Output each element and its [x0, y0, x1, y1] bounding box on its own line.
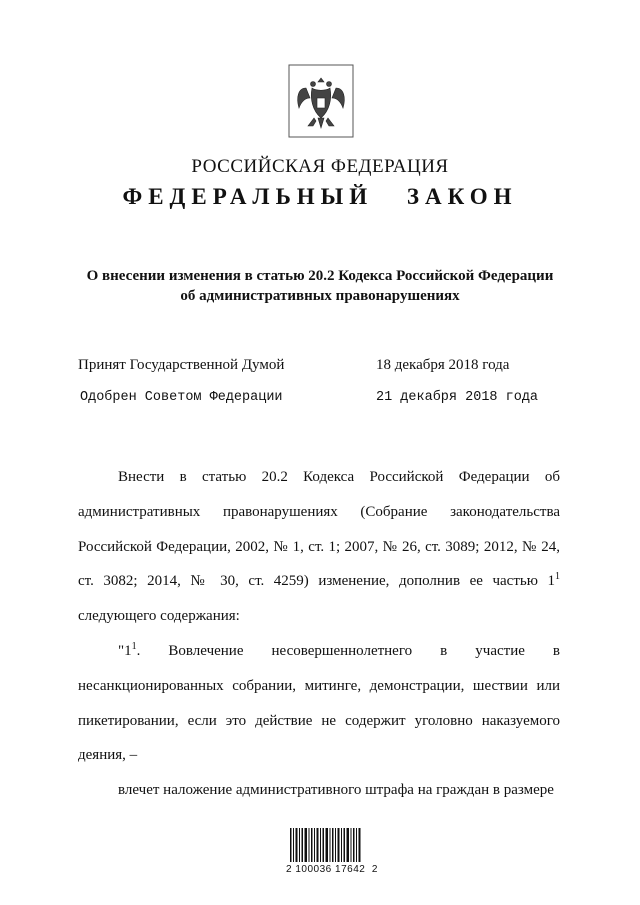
document-type: ФЕДЕРАЛЬНЫЙ ЗАКОН: [122, 184, 518, 209]
new-part-text: . Вовлечение несовершеннолетнего в участие в несанкционированных собрании, митинге, демонстрации, шествии или пикетировании, если это действие не содержит уголовно наказуемого деяния, –: [78, 642, 560, 764]
double-headed-eagle-icon: [288, 64, 354, 138]
new-part-superscript: 1: [131, 640, 137, 652]
law-title-line-1: О внесении изменения в статью 20.2 Кодекса Российской Федерации: [86, 268, 554, 284]
amendment-tail: следующего содержания:: [78, 608, 240, 625]
law-title-line-2: об административных правонарушениях: [180, 288, 460, 304]
part-superscript: 1: [555, 571, 560, 583]
law-title: [60, 266, 580, 306]
duma-adoption-label: Принят Государственной Думой: [78, 357, 285, 373]
paragraph-amendment: [78, 460, 560, 634]
barcode-icon: [290, 828, 362, 862]
amendment-text: Внести в статью 20.2 Кодекса Российской Федерации об административных правонарушениях (Собрание законодательства Российской Федерации, 2002, № 1, ст. 1; 2007, № 26, ст. 3089; 2012, № 24, ст. 3082; 2014, № 30, ст. 4259) изменение, дополнив ее частью 1: [78, 469, 560, 590]
barcode-number: 2 100036 17642 2: [286, 864, 378, 875]
new-part-open: "1: [118, 642, 132, 659]
paragraph-penalty: влечет наложение административного штрафа на граждан в размере: [118, 782, 554, 799]
council-approval-date: 21 декабря 2018 года: [376, 390, 539, 405]
council-approval-label: Одобрен Советом Федерации: [80, 390, 283, 405]
paragraph-new-part: [78, 634, 560, 773]
state-emblem: [288, 64, 354, 138]
law-body: [78, 460, 560, 808]
duma-adoption-date: 18 декабря 2018 года: [376, 357, 510, 373]
country-name: РОССИЙСКАЯ ФЕДЕРАЦИЯ: [191, 156, 449, 177]
